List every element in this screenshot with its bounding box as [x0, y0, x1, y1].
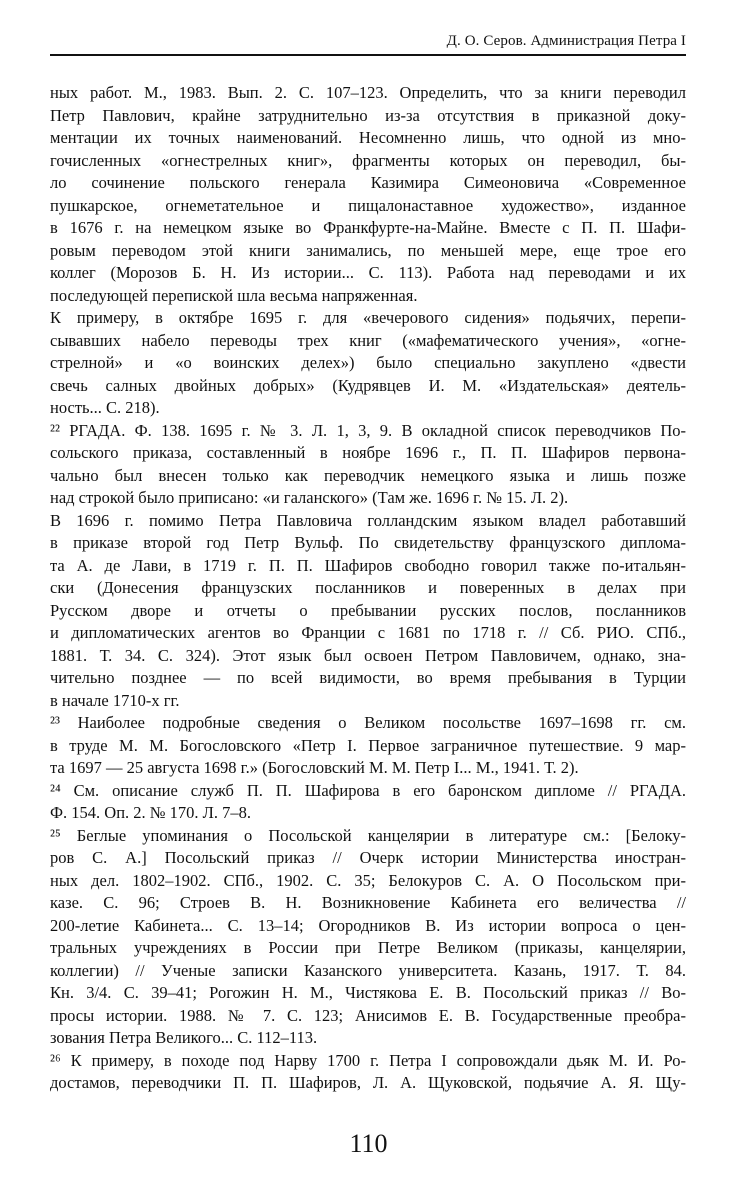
text-line: Русском дворе и отчеты о пребывании русских послов, посланников — [50, 600, 686, 620]
text-line: ментации их точных наименований. Несомненно лишь, что одной из мно- — [50, 128, 686, 147]
text-line: казе. С. 96; Строев В. Н. Возникновение Кабинета его величества // — [50, 893, 686, 912]
text-line: коллегии) // Ученые записки Казанского университета. Казань, 1917. Т. 84. — [50, 960, 686, 980]
text-line: сольского приказа, составленный в ноябре 1696 г., П. П. Шафиров первона- — [50, 443, 686, 462]
text-line: над строкой было приписано: «и галанского» (Там же. 1696 г. № 15. Л. 2). — [50, 488, 569, 507]
text-line: ровым переводом этой книги занимались, по меньшей мере, еще трое его — [50, 240, 686, 260]
text-line: ²³ Наиболее подробные сведения о Великом посольстве 1697–1698 гг. см. — [50, 713, 686, 732]
header-rule — [50, 54, 686, 56]
text-line: стрелной» и «о воинских делех») было специально закуплено «двести — [50, 353, 686, 372]
text-line: зования Петра Великого... С. 112–113. — [50, 1028, 318, 1047]
text-line: и дипломатических агентов во Франции с 1681 по 1718 г. // Сб. РИО. СПб., — [50, 623, 686, 642]
page-number: 110 — [349, 1129, 388, 1158]
text-line: та А. де Лави, в 1719 г. П. П. Шафиров свободно говорил также по-итальян- — [50, 555, 686, 575]
text-line: достамов, переводчики П. П. Шафиров, Л. А. Щуковской, подьячие А. Я. Щу- — [50, 1073, 686, 1092]
text-line: В 1696 г. помимо Петра Павловича голландским языком владел работавший — [50, 510, 686, 530]
text-line: в приказе второй год Петр Вульф. По свидетельству французского диплома- — [50, 533, 686, 552]
text-line: гочисленных «огнестрелных книг», фрагменты которых он переводил, бы- — [50, 150, 686, 170]
text-line: ло сочинение польского генерала Казимира Симеоновича «Современное — [50, 173, 686, 192]
text-line: чительно позднее — по всей видимости, во время пребывания в Турции — [50, 668, 686, 687]
text-line: Кн. 3/4. С. 39–41; Рогожин Н. М., Чистякова Е. В. Посольский приказ // Во- — [50, 983, 686, 1002]
text-line: ность... С. 218). — [50, 398, 160, 417]
text-line: чально был внесен только как переводчик немецкого языка и лишь позже — [50, 465, 686, 485]
body-text — [50, 82, 686, 1095]
text-line: пушкарское, огнеметательное и пищалонаставное художество», изданное — [50, 195, 686, 215]
text-line: ²⁵ Беглые упоминания о Посольской канцелярии в литературе см.: [Белоку- — [50, 825, 686, 845]
text-line: свечь салных двойных добрых» (Кудрявцев И. М. «Издательская» деятель- — [50, 375, 686, 395]
text-line: ных работ. М., 1983. Вып. 2. С. 107–123. Определить, что за книги переводил — [50, 83, 686, 102]
text-line: К примеру, в октябре 1695 г. для «вечерового сидения» подьячих, перепи- — [50, 308, 686, 327]
text-line: ²² РГАДА. Ф. 138. 1695 г. № 3. Л. 1, 3, 9. В окладной список переводчиков По- — [50, 420, 686, 440]
text-line: в труде М. М. Богословского «Петр I. Первое заграничное путешествие. 9 мар- — [50, 735, 686, 755]
text-line: 200-летие Кабинета... С. 13–14; Огородников В. Из истории вопроса о цен- — [50, 915, 686, 935]
text-line: просы истории. 1988. № 7. С. 123; Анисимов Е. В. Государственные преобра- — [50, 1005, 686, 1025]
text-line: сывавших набело переводы трех книг («мафематического учения», «огне- — [50, 330, 686, 350]
text-line: ров С. А.] Посольский приказ // Очерк истории Министерства иностран- — [50, 848, 686, 867]
text-line: в 1676 г. на немецком языке во Франкфурте-на-Майне. Вместе с П. П. Шафи- — [50, 218, 686, 237]
text-line: тральных учреждениях в России при Петре Великом (приказы, канцелярии, — [50, 938, 686, 957]
text-line: коллег (Морозов Б. Н. Из истории... С. 113). Работа над переводами и их — [50, 263, 686, 282]
text-line: ски (Донесения французских посланников и поверенных в делах при — [50, 578, 686, 597]
text-line: 1881. Т. 34. С. 324). Этот язык был освоен Петром Павловичем, однако, зна- — [50, 645, 686, 665]
text-line: та 1697 — 25 августа 1698 г.» (Богословский М. М. Петр I... М., 1941. Т. 2). — [50, 758, 579, 777]
text-line: ных дел. 1802–1902. СПб., 1902. С. 35; Белокуров С. А. О Посольском при- — [50, 870, 686, 890]
text-line: ²⁴ См. описание служб П. П. Шафирова в его баронском дипломе // РГАДА. — [50, 780, 686, 800]
text-line: последующей перепиской шла весьма напряженная. — [50, 285, 418, 305]
text-line: ²⁶ К примеру, в походе под Нарву 1700 г. Петра I сопровождали дьяк М. И. Ро- — [50, 1050, 686, 1070]
running-head: Д. О. Серов. Администрация Петра I — [446, 33, 686, 49]
text-line: Петр Павлович, крайне затруднительно из-за отсутствия в приказной доку- — [50, 105, 686, 125]
text-line: в начале 1710-х гг. — [50, 690, 180, 710]
text-line: Ф. 154. Оп. 2. № 170. Л. 7–8. — [50, 803, 251, 822]
